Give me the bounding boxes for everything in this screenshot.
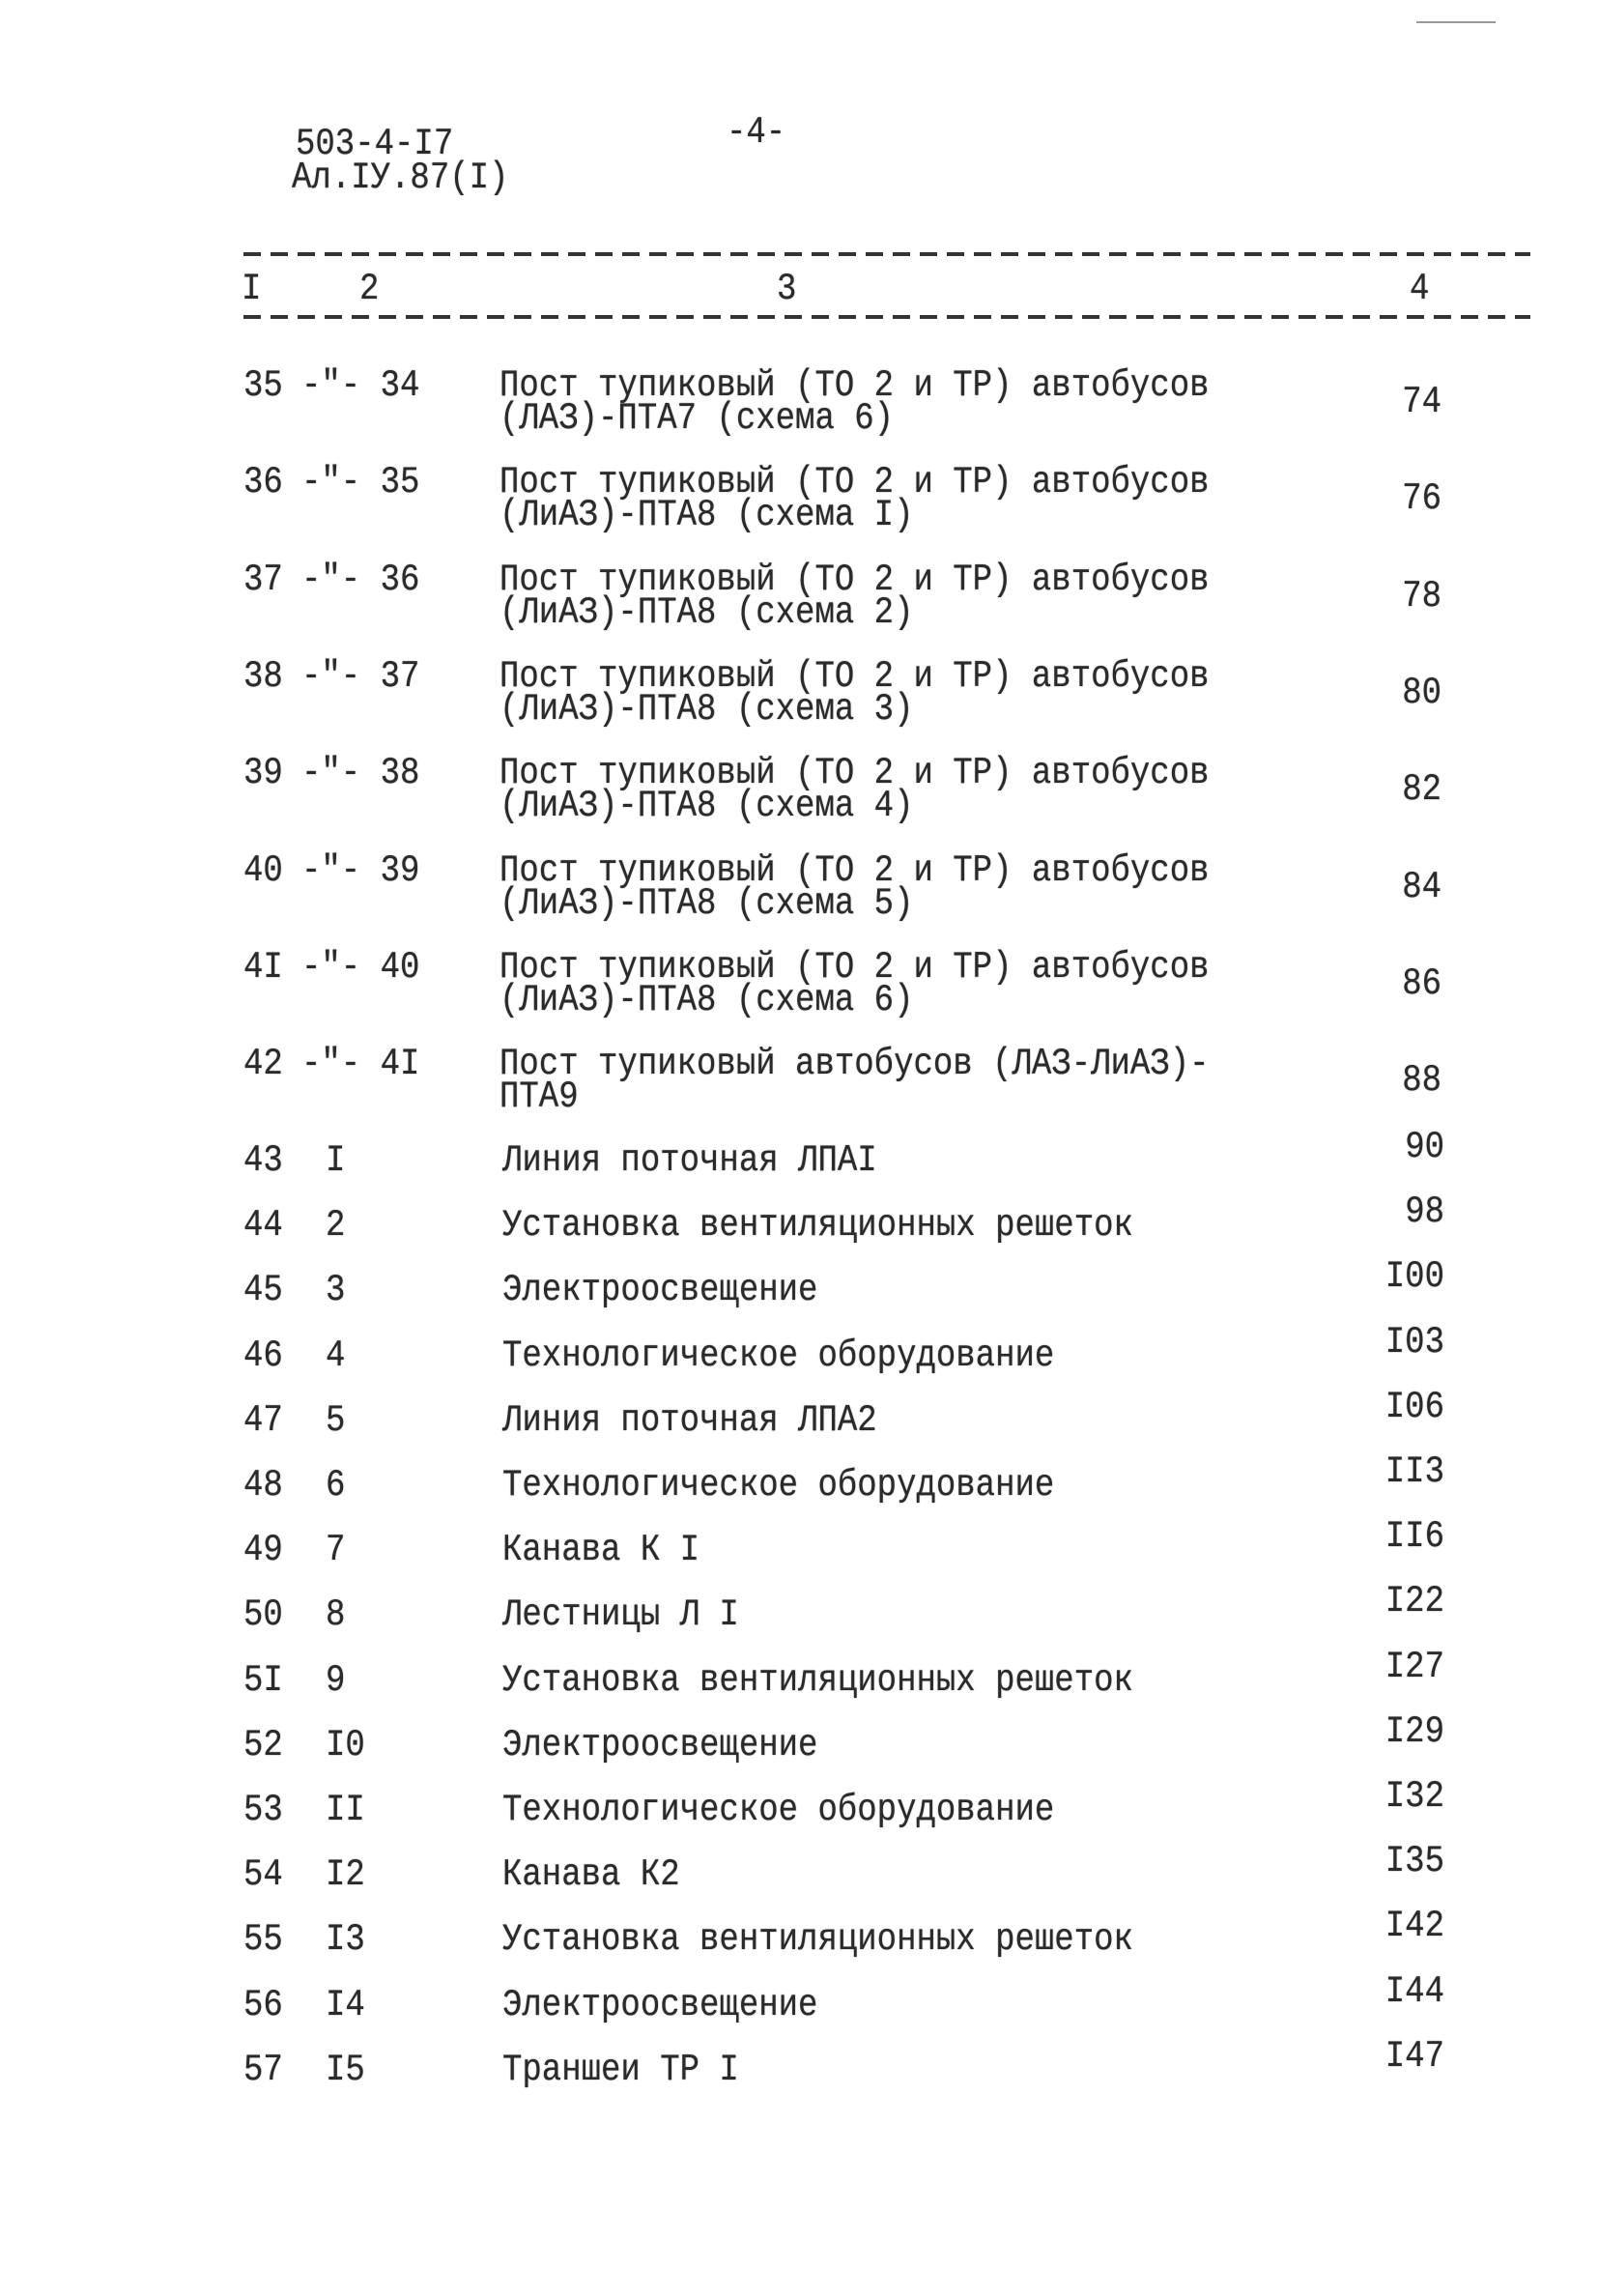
row-page: 82	[1402, 768, 1441, 812]
header-rule-top	[243, 252, 1530, 256]
row-sheet-ref: I5	[326, 2049, 365, 2092]
row-sheet-ref: 2	[326, 1204, 346, 1248]
row-sheet-ref: 9	[326, 1659, 346, 1702]
row-number: 57	[243, 2049, 283, 2092]
row-page: I35	[1384, 1840, 1444, 1883]
row-sheet-ref: 5	[326, 1399, 346, 1443]
row-title: Электроосвещение	[502, 1724, 818, 1767]
row-title-line2: (ЛАЗ)-ПТА7 (схема 6)	[499, 397, 895, 441]
row-sheet-ref: 3	[326, 1270, 346, 1312]
row-page: 80	[1402, 672, 1441, 715]
row-number: 4I	[243, 946, 283, 990]
row-title: Установка вентиляционных решеток	[502, 1204, 1133, 1248]
row-number: 38	[243, 655, 283, 699]
row-title-line1: Пост тупиковый (ТО 2 и ТР) автобусов	[499, 559, 1210, 601]
row-page: 86	[1402, 962, 1441, 1006]
row-title: Канава К I	[502, 1529, 700, 1572]
row-sheet-ref: -"- 40	[301, 946, 420, 990]
row-title-line2: ПТА9	[499, 1076, 579, 1119]
column-header-2: 2	[359, 268, 380, 311]
row-title-line2: (ЛиАЗ)-ПТА8 (схема 6)	[499, 979, 914, 1022]
row-page: I22	[1384, 1581, 1444, 1623]
row-number: 47	[243, 1399, 283, 1443]
page-number: -4-	[727, 111, 786, 155]
row-title: Линия поточная ЛПАI	[502, 1139, 877, 1183]
row-sheet-ref: 6	[326, 1464, 346, 1507]
row-page: I42	[1384, 1906, 1444, 1948]
row-page: 98	[1405, 1191, 1444, 1234]
row-sheet-ref: I4	[326, 1984, 365, 2026]
row-page: 84	[1402, 866, 1441, 908]
row-sheet-ref: I0	[326, 1724, 365, 1767]
row-sheet-ref: -"- 39	[301, 849, 420, 892]
row-number: 36	[243, 461, 283, 504]
row-number: 44	[243, 1204, 283, 1248]
row-sheet-ref: -"- 34	[301, 364, 420, 408]
row-number: 52	[243, 1724, 283, 1767]
row-sheet-ref: -"- 37	[301, 655, 420, 699]
row-page: I32	[1384, 1775, 1444, 1819]
row-title-line1: Пост тупиковый автобусов (ЛАЗ-ЛиАЗ)-	[499, 1043, 1210, 1086]
row-title-line1: Пост тупиковый (ТО 2 и ТР) автобусов	[499, 849, 1210, 892]
row-page: II6	[1384, 1515, 1444, 1559]
row-title-line1: Пост тупиковый (ТО 2 и ТР) автобусов	[499, 946, 1210, 990]
row-sheet-ref: -"- 35	[301, 461, 420, 504]
row-number: 56	[243, 1984, 283, 2026]
row-page: I06	[1384, 1386, 1444, 1429]
row-number: 50	[243, 1594, 283, 1637]
row-sheet-ref: II	[326, 1789, 365, 1832]
row-title: Технологическое оборудование	[502, 1789, 1055, 1832]
row-sheet-ref: I	[326, 1139, 346, 1183]
row-sheet-ref: -"- 38	[301, 752, 420, 795]
row-title: Технологическое оборудование	[502, 1464, 1055, 1507]
column-header-1: I	[242, 268, 262, 311]
row-title-line2: (ЛиАЗ)-ПТА8 (схема 3)	[499, 688, 914, 732]
row-title-line2: (ЛиАЗ)-ПТА8 (схема I)	[499, 494, 914, 537]
row-title: Линия поточная ЛПА2	[502, 1399, 877, 1443]
row-number: 55	[243, 1919, 283, 1962]
row-title-line1: Пост тупиковый (ТО 2 и ТР) автобусов	[499, 655, 1210, 699]
row-page: 78	[1402, 575, 1441, 617]
row-number: 42	[243, 1043, 283, 1086]
row-page: I00	[1384, 1256, 1444, 1299]
row-title: Электроосвещение	[502, 1270, 818, 1312]
row-sheet-ref: 4	[326, 1335, 346, 1377]
row-number: 40	[243, 849, 283, 892]
row-title-line2: (ЛиАЗ)-ПТА8 (схема 5)	[499, 882, 914, 925]
row-title: Установка вентиляционных решеток	[502, 1919, 1133, 1962]
row-sheet-ref: I2	[326, 1853, 365, 1897]
row-page: 88	[1402, 1059, 1441, 1103]
row-number: 43	[243, 1139, 283, 1183]
row-page: 74	[1402, 381, 1441, 424]
row-page: I03	[1384, 1321, 1444, 1363]
row-number: 46	[243, 1335, 283, 1377]
top-edge-mark	[1416, 21, 1496, 23]
column-header-4: 4	[1410, 268, 1430, 311]
row-sheet-ref: -"- 4I	[301, 1043, 420, 1086]
row-title-line1: Пост тупиковый (ТО 2 и ТР) автобусов	[499, 752, 1210, 795]
header-rule-bottom	[243, 315, 1530, 319]
row-sheet-ref: -"- 36	[301, 559, 420, 601]
row-title-line2: (ЛиАЗ)-ПТА8 (схема 2)	[499, 591, 914, 634]
row-title: Установка вентиляционных решеток	[502, 1659, 1133, 1702]
row-sheet-ref: 8	[326, 1594, 346, 1637]
row-title: Технологическое оборудование	[502, 1335, 1055, 1377]
row-page: I47	[1384, 2035, 1444, 2079]
row-number: 48	[243, 1464, 283, 1507]
row-page: I27	[1384, 1646, 1444, 1688]
row-number: 35	[243, 364, 283, 408]
row-title-line1: Пост тупиковый (ТО 2 и ТР) автобусов	[499, 461, 1210, 504]
row-page: I29	[1384, 1710, 1444, 1754]
row-sheet-ref: I3	[326, 1919, 365, 1962]
row-number: 53	[243, 1789, 283, 1832]
album-number: Ал.IУ.87(I)	[292, 157, 509, 200]
row-number: 54	[243, 1853, 283, 1897]
row-title: Траншеи ТР I	[502, 2049, 739, 2092]
row-title: Канава К2	[502, 1853, 680, 1897]
row-number: 37	[243, 559, 283, 601]
row-title: Лестницы Л I	[502, 1594, 739, 1637]
row-number: 5I	[243, 1659, 283, 1702]
row-number: 45	[243, 1270, 283, 1312]
row-number: 39	[243, 752, 283, 795]
row-sheet-ref: 7	[326, 1529, 346, 1572]
row-page: 90	[1405, 1126, 1444, 1169]
row-page: I44	[1384, 1970, 1444, 2013]
column-header-3: 3	[777, 268, 797, 311]
doc-code: 503-4-I7	[296, 123, 454, 166]
row-title: Электроосвещение	[502, 1984, 818, 2026]
row-page: II3	[1384, 1450, 1444, 1494]
row-title-line1: Пост тупиковый (ТО 2 и ТР) автобусов	[499, 364, 1210, 408]
row-number: 49	[243, 1529, 283, 1572]
row-page: 76	[1402, 477, 1441, 521]
row-title-line2: (ЛиАЗ)-ПТА8 (схема 4)	[499, 785, 914, 828]
